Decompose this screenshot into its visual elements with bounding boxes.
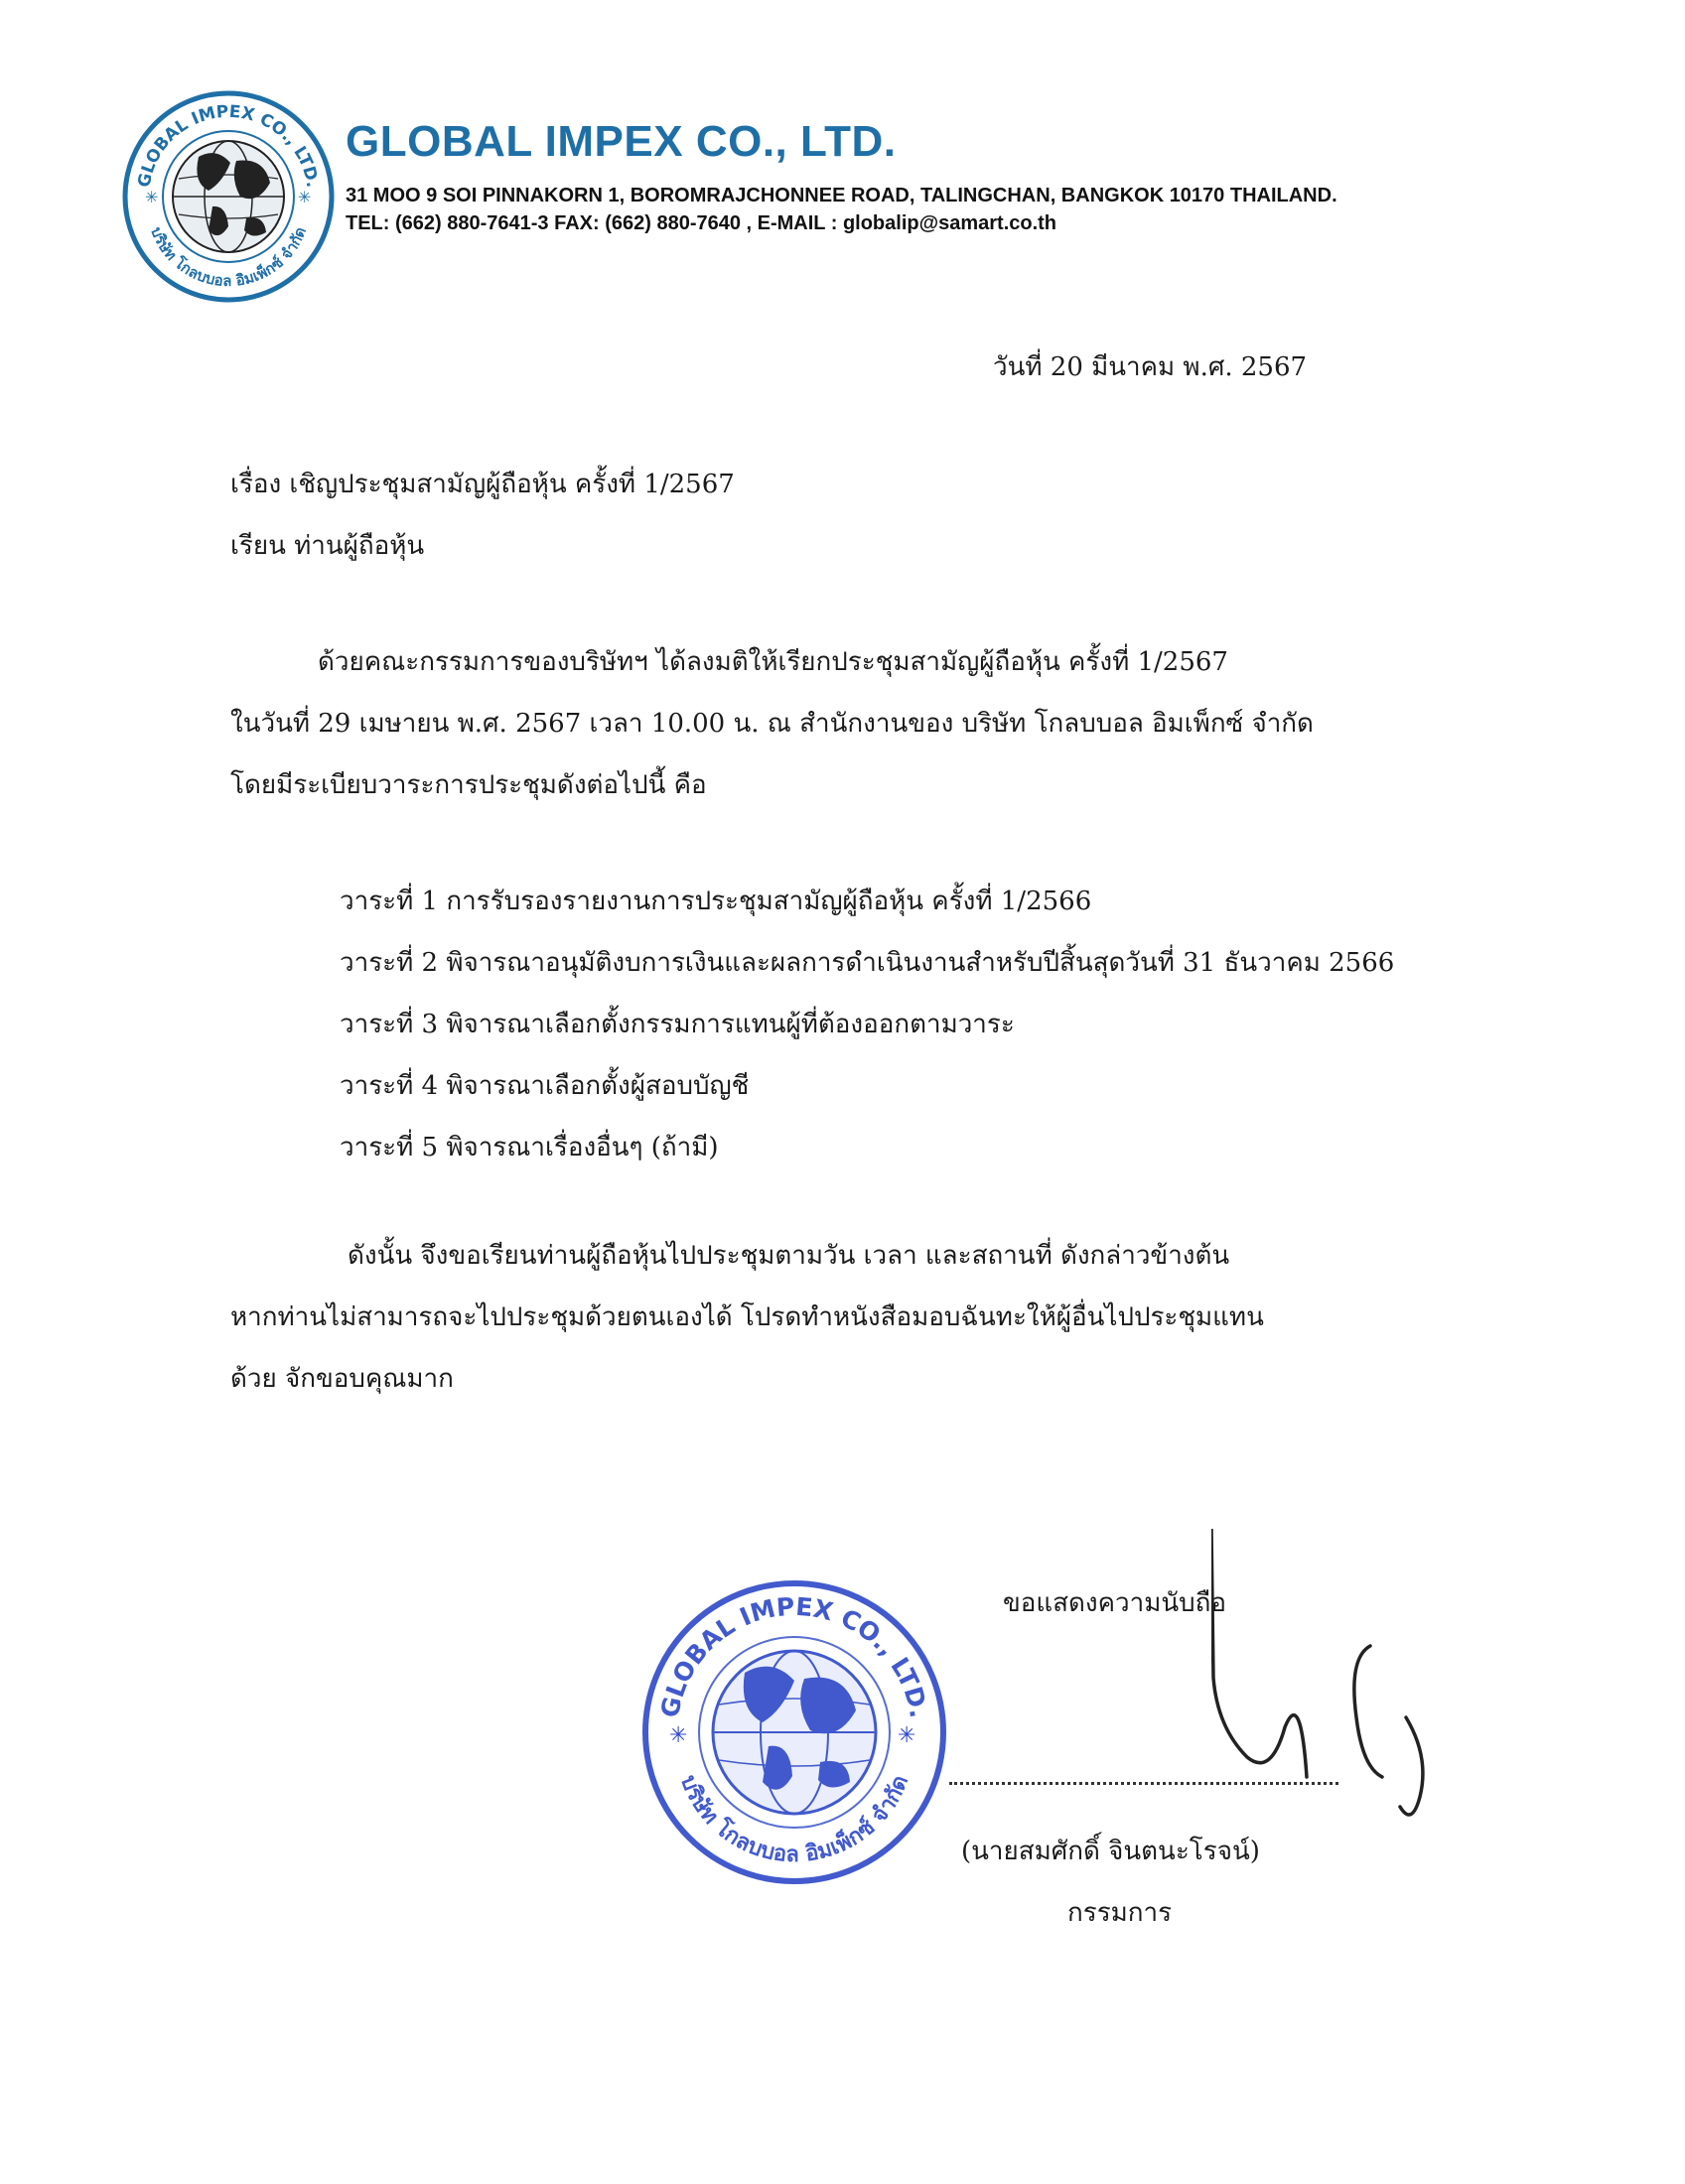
svg-text:✳: ✳ <box>669 1723 688 1748</box>
svg-text:GLOBAL IMPEX CO., LTD.: GLOBAL IMPEX CO., LTD. <box>134 101 323 190</box>
company-stamp <box>635 1573 953 1891</box>
globe-icon <box>713 1651 876 1814</box>
subject-line: เรื่อง เชิญประชุมสามัญผู้ถือหุ้น ครั้งที่ 1/2567 <box>230 470 735 499</box>
svg-text:GLOBAL IMPEX CO., LTD.: GLOBAL IMPEX CO., LTD. <box>654 1591 934 1720</box>
intro-line: ด้วยคณะกรรมการของบริษัทฯ ได้ลงมติให้เรียกประชุมสามัญผู้ถือหุ้น ครั้งที่ 1/2567 <box>318 647 1228 677</box>
svg-text:✳: ✳ <box>898 1723 916 1748</box>
agenda-item: วาระที่ 1 การรับรองรายงานการประชุมสามัญผู้ถือหุ้น ครั้งที่ 1/2566 <box>340 887 1092 916</box>
globe-icon <box>173 141 284 252</box>
agenda-item: วาระที่ 2 พิจารณาอนุมัติงบการเงินและผลการดำเนินงานสำหรับปีสิ้นสุดวันที่ 31 ธันวาคม 2566 <box>340 948 1395 978</box>
letter-date: วันที่ 20 มีนาคม พ.ศ. 2567 <box>993 352 1308 382</box>
agenda-item: วาระที่ 4 พิจารณาเลือกตั้งผู้สอบบัญชี <box>340 1071 750 1101</box>
svg-text:✳: ✳ <box>145 188 159 206</box>
company-name: GLOBAL IMPEX CO., LTD. <box>346 117 897 166</box>
svg-text:บริษัท โกลบบอล อิมเพ็กซ์ จำกัด: บริษัท โกลบบอล อิมเพ็กซ์ จำกัด <box>147 224 310 291</box>
conclusion-line: ด้วย จักขอบคุณมาก <box>230 1364 454 1394</box>
agenda-item: วาระที่ 5 พิจารณาเรื่องอื่นๆ (ถ้ามี) <box>340 1133 719 1162</box>
signer-title: กรรมการ <box>1067 1898 1173 1928</box>
intro-line: โดยมีระเบียบวาระการประชุมดังต่อไปนี้ คือ <box>230 770 707 800</box>
svg-text:✳: ✳ <box>298 188 312 206</box>
company-address: 31 MOO 9 SOI PINNAKORN 1, BOROMRAJCHONNEE ROAD, TALINGCHAN, BANGKOK 10170 THAILAND. <box>346 185 1337 206</box>
svg-text:บริษัท โกลบบอล อิมเพ็กซ์ จำกัด: บริษัท โกลบบอล อิมเพ็กซ์ จำกัด <box>674 1771 914 1868</box>
agenda-item: วาระที่ 3 พิจารณาเลือกตั้งกรรมการแทนผู้ที่ต้องออกตามวาระ <box>340 1010 1015 1039</box>
salutation: เรียน ท่านผู้ถือหุ้น <box>230 531 425 561</box>
conclusion-line: หากท่านไม่สามารถจะไปประชุมด้วยตนเองได้ โปรดทำหนังสือมอบฉันทะให้ผู้อื่นไปประชุมแทน <box>230 1302 1264 1332</box>
signer-name: (นายสมศักดิ์ จินตนะโรจน์) <box>961 1837 1260 1866</box>
closing-phrase: ขอแสดงความนับถือ <box>1003 1588 1226 1618</box>
company-contact: TEL: (662) 880-7641-3 FAX: (662) 880-7640 , E-MAIL : globalip@samart.co.th <box>346 212 1057 234</box>
conclusion-line: ดังนั้น จึงขอเรียนท่านผู้ถือหุ้นไปประชุมตามวัน เวลา และสถานที่ ดังกล่าวข้างต้น <box>348 1241 1230 1271</box>
intro-line: ในวันที่ 29 เมษายน พ.ศ. 2567 เวลา 10.00 น. ณ สำนักงานของ บริษัท โกลบบอล อิมเพ็กซ์ จำกัด <box>230 709 1314 739</box>
signature-line <box>949 1782 1338 1785</box>
company-logo <box>119 87 338 306</box>
